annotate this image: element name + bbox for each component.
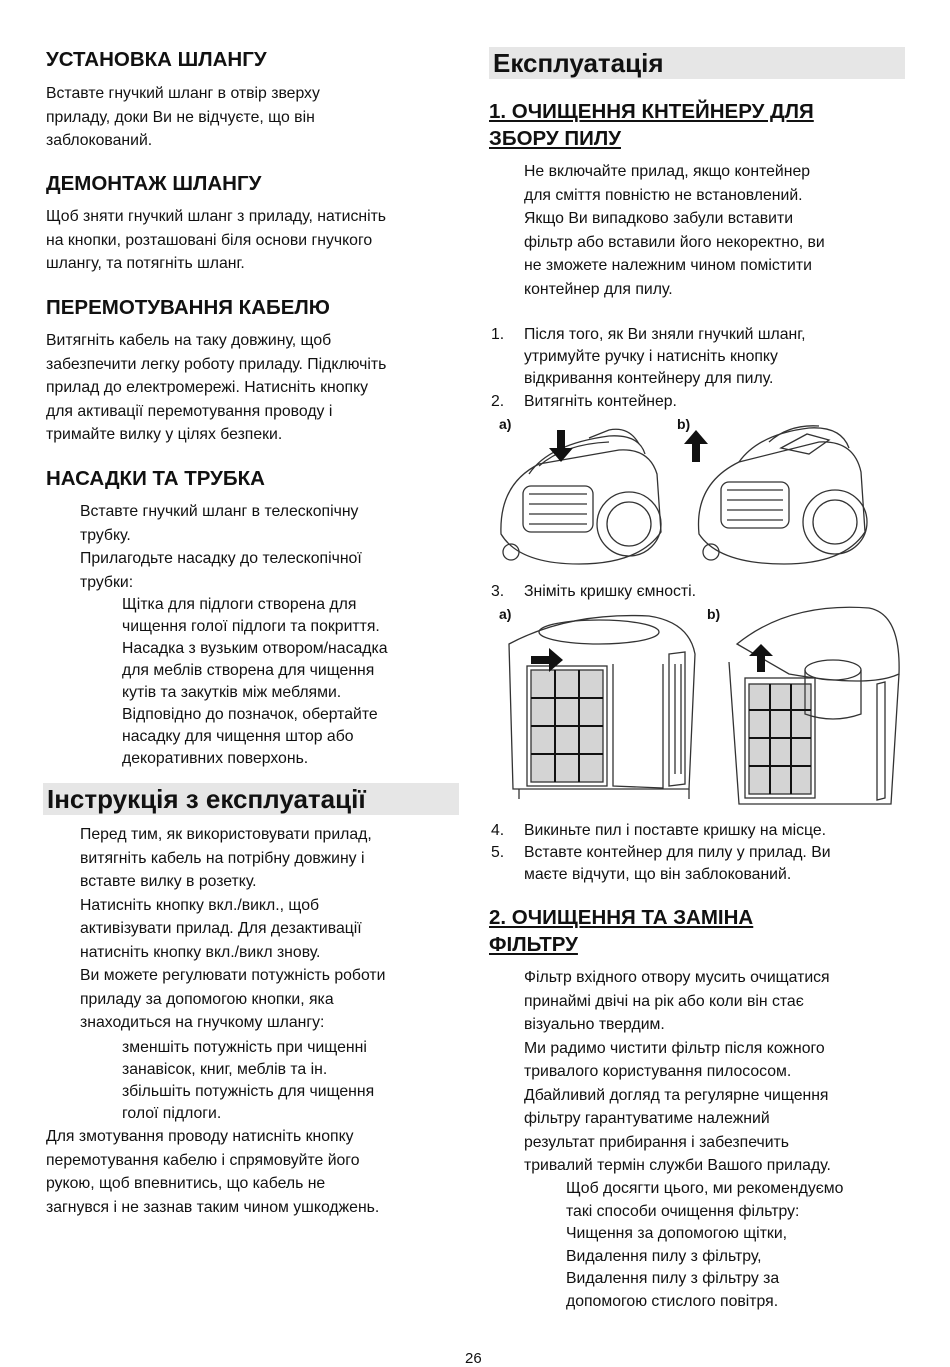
text-line: Натисніть кнопку вкл./викл., щоб bbox=[80, 896, 320, 914]
text-line: знаходиться на гнучкому шлангу: bbox=[80, 1014, 325, 1031]
text-line: Не включайте прилад, якщо контейнер bbox=[524, 163, 811, 180]
text-line: витягніть кабель на потрібну довжину і bbox=[80, 849, 365, 867]
figure-vacuum-container bbox=[489, 414, 909, 579]
step-text: Витягніть контейнер. bbox=[524, 393, 677, 410]
vacuum-illustration bbox=[489, 414, 909, 579]
text-line: Вставте гнучкий шланг в отвір зверху bbox=[46, 85, 320, 102]
text-line: перемотування кабелю і спрямовуйте його bbox=[46, 1151, 360, 1169]
container-warning-text bbox=[524, 160, 825, 301]
text-line: не зможете належним чином помістити bbox=[524, 257, 812, 274]
instructions-text bbox=[80, 823, 385, 1035]
step-text: Зніміть кришку ємності. bbox=[524, 583, 697, 600]
text-line: Фільтр вхідного отвору мусить очищатися bbox=[524, 969, 830, 986]
section-band-operation: Експлуатація bbox=[489, 47, 905, 79]
step-number: 4. bbox=[491, 822, 505, 839]
text-line: утримуйте ручку і натисніть кнопку bbox=[524, 348, 778, 365]
text-line: Витягніть кабель на таку довжину, щоб bbox=[46, 332, 332, 349]
text-line: Видалення пилу з фільтру за bbox=[566, 1270, 780, 1287]
figure-label-b: b) bbox=[677, 416, 691, 432]
text-line: відкривання контейнеру для пилу. bbox=[524, 370, 774, 387]
section-title-filter-cleaning bbox=[489, 904, 753, 958]
section-title-container-cleaning bbox=[489, 98, 814, 152]
text-line: фільтр або вставили його некоректно, ви bbox=[524, 233, 825, 251]
step-number: 1. bbox=[491, 326, 505, 343]
text-line: результат прибирання і забезпечить bbox=[524, 1133, 789, 1151]
text-line: збільшіть потужність для чищення bbox=[122, 1083, 375, 1100]
step-text: Викиньте пил і поставте кришку на місце. bbox=[524, 822, 827, 839]
heading-line: 2. ОЧИЩЕННЯ ТА ЗАМІНА bbox=[489, 906, 754, 929]
text-line: загнувся і не зазнав таким чином ушкоджень. bbox=[46, 1198, 380, 1216]
text-line: контейнер для пилу. bbox=[524, 280, 673, 298]
step-number: 3. bbox=[491, 583, 505, 600]
section-title-hose-install: УСТАНОВКА ШЛАНГУ bbox=[46, 48, 267, 71]
text-line: Відповідно до позначок, обертайте bbox=[122, 706, 378, 723]
text-line: забезпечити легку роботу приладу. Підключіть bbox=[46, 355, 387, 373]
section-title-cable-rewind: ПЕРЕМОТУВАННЯ КАБЕЛЮ bbox=[46, 296, 330, 319]
hose-remove-text bbox=[46, 205, 386, 276]
text-line: приладу за допомогою кнопки, яка bbox=[80, 990, 334, 1008]
text-line: Ми радимо чистити фільтр після кожного bbox=[524, 1039, 825, 1057]
text-line: Насадка з вузьким отвором/насадка bbox=[122, 640, 388, 657]
text-line: натисніть кнопку вкл./викл знову. bbox=[80, 943, 321, 961]
text-line: для сміття повністю не встановлений. bbox=[524, 186, 803, 204]
text-line: декоративних поверхонь. bbox=[122, 750, 309, 767]
figure-label-b: b) bbox=[707, 606, 721, 622]
text-line: Ви можете регулювати потужність роботи bbox=[80, 967, 386, 984]
text-line: Видалення пилу з фільтру, bbox=[566, 1247, 762, 1265]
text-line: допомогою стислого повітря. bbox=[566, 1292, 779, 1310]
text-line: для активації перемотування проводу і bbox=[46, 402, 333, 420]
text-line: Прилагодьте насадку до телескопічної bbox=[80, 550, 362, 567]
power-list bbox=[122, 1037, 374, 1125]
section-title-hose-remove: ДЕМОНТАЖ ШЛАНГУ bbox=[46, 172, 262, 195]
heading-line: ФІЛЬТРУ bbox=[489, 933, 578, 956]
text-line: голої підлоги. bbox=[122, 1105, 222, 1122]
cable-rewind-text bbox=[46, 329, 386, 447]
container-illustration bbox=[489, 604, 909, 814]
text-line: Щітка для підлоги створена для bbox=[122, 596, 357, 613]
text-line: заблокований. bbox=[46, 132, 153, 149]
figure-label-a: a) bbox=[499, 416, 512, 432]
text-line: чищення голої підлоги та покриття. bbox=[122, 618, 380, 635]
text-line: прилад до електромережі. Натисніть кнопку bbox=[46, 379, 369, 396]
text-line: кутів та закутків між меблями. bbox=[122, 684, 342, 701]
figure-container-lid bbox=[489, 604, 909, 814]
text-line: Дбайливий догляд та регулярне чищення bbox=[524, 1086, 829, 1104]
heading-line: ЗБОРУ ПИЛУ bbox=[489, 127, 621, 150]
step-text bbox=[524, 324, 904, 390]
text-line: Перед тим, як використовувати прилад, bbox=[80, 826, 372, 843]
section-title-attachments: НАСАДКИ ТА ТРУБКА bbox=[46, 467, 265, 490]
text-line: такі способи очищення фільтру: bbox=[566, 1202, 800, 1220]
text-line: активізувати прилад. Для дезактивації bbox=[80, 920, 362, 937]
text-line: маєте відчути, що він заблокований. bbox=[524, 866, 792, 883]
heading-line: 1. ОЧИЩЕННЯ КНТЕЙНЕРУ ДЛЯ bbox=[489, 100, 814, 123]
text-line: трубку. bbox=[80, 526, 131, 544]
text-line: Вставте контейнер для пилу у прилад. Ви bbox=[524, 844, 831, 861]
text-line: Щоб зняти гнучкий шланг з приладу, натисніть bbox=[46, 208, 387, 225]
step-number: 5. bbox=[491, 844, 505, 861]
hose-install-text bbox=[46, 82, 320, 153]
text-line: Після того, як Ви зняли гнучкий шланг, bbox=[524, 326, 806, 343]
text-line: насадку для чищення штор або bbox=[122, 728, 354, 745]
step-text bbox=[524, 842, 904, 886]
text-line: для меблів створена для чищення bbox=[122, 662, 375, 679]
text-line: Для змотування проводу натисніть кнопку bbox=[46, 1128, 354, 1145]
attachments-text bbox=[80, 500, 362, 594]
section-band-instructions: Інструкція з експлуатації bbox=[43, 783, 459, 815]
text-line: приладу, доки Ви не відчуєте, що він bbox=[46, 108, 315, 126]
step-number: 2. bbox=[491, 393, 505, 410]
text-line: вставте вилку в розетку. bbox=[80, 873, 257, 890]
filter-text bbox=[524, 966, 831, 1178]
text-line: принаймі двічі на рік або коли він стає bbox=[524, 992, 804, 1010]
text-line: тривалого користування пилососом. bbox=[524, 1063, 792, 1080]
text-line: фільтру гарантуватиме належний bbox=[524, 1110, 770, 1127]
text-line: шлангу, та потягніть шланг. bbox=[46, 255, 245, 272]
text-line: зменшіть потужність при чищенні bbox=[122, 1039, 367, 1056]
text-line: трубки: bbox=[80, 573, 134, 591]
text-line: Чищення за допомогою щітки, bbox=[566, 1225, 788, 1242]
text-line: тримайте вилку у цілях безпеки. bbox=[46, 426, 283, 443]
text-line: Вставте гнучкий шланг в телескопічну bbox=[80, 503, 359, 520]
page-number: 26 bbox=[465, 1350, 482, 1367]
text-line: занавісок, книг, меблів та ін. bbox=[122, 1061, 328, 1078]
attachments-list bbox=[122, 594, 388, 770]
text-line: Щоб досягти цього, ми рекомендуємо bbox=[566, 1180, 844, 1197]
text-line: Якщо Ви випадково забули вставити bbox=[524, 210, 794, 227]
text-line: візуально твердим. bbox=[524, 1016, 665, 1033]
cable-wind-text bbox=[46, 1125, 379, 1219]
text-line: на кнопки, розташовані біля основи гнучкого bbox=[46, 231, 373, 249]
figure-label-a: a) bbox=[499, 606, 512, 622]
text-line: рукою, щоб впевнитись, що кабель не bbox=[46, 1175, 326, 1192]
text-line: тривалий термін служби Вашого приладу. bbox=[524, 1157, 831, 1174]
filter-methods-list bbox=[566, 1178, 843, 1313]
